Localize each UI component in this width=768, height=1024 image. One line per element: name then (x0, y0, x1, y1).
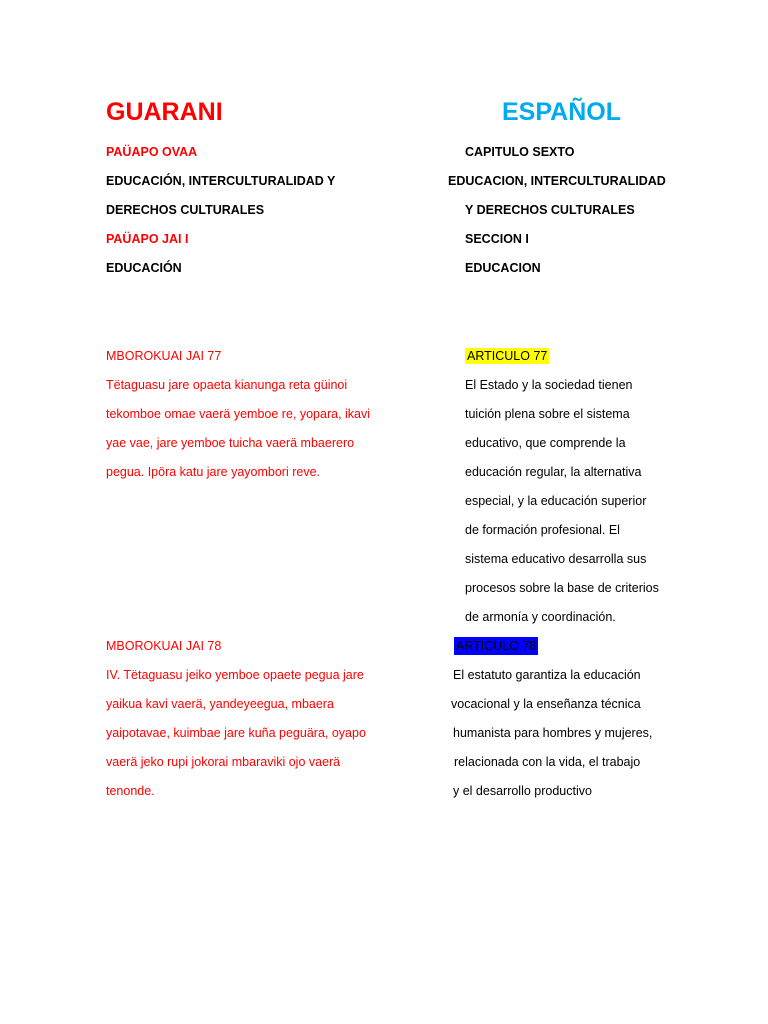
espanol-art78-line: El estatuto garantiza la educación (453, 668, 641, 682)
espanol-section-title: EDUCACION (465, 261, 541, 275)
guarani-art77-line: yae vae, jare yemboe tuicha vaerä mbaerero (106, 436, 355, 450)
espanol-art78-line: relacionada con la vida, el trabajo (454, 755, 641, 769)
espanol-art78-line: y el desarrollo productivo (453, 784, 592, 798)
guarani-art78-line: vaerä jeko rupi jokorai mbaraviki ojo vaerä (106, 755, 341, 769)
guarani-art78-title: MBOROKUAI JAI 78 (106, 639, 222, 653)
guarani-chapter: PAÜAPO OVAA (106, 145, 198, 159)
espanol-art77-line: educativo, que comprende la (465, 436, 626, 450)
guarani-heading: GUARANI (106, 98, 223, 126)
guarani-art78-line: tenonde. (106, 784, 155, 798)
espanol-title-line2: Y DERECHOS CULTURALES (465, 203, 635, 217)
espanol-art77-line: de armonía y coordinación. (465, 610, 616, 624)
guarani-title-line2: DERECHOS CULTURALES (106, 203, 265, 217)
espanol-art78-line: humanista para hombres y mujeres, (453, 726, 653, 740)
espanol-art77-title-text: ARTICULO 77 (467, 349, 548, 363)
espanol-section: SECCION I (465, 232, 529, 246)
guarani-art78-line: IV. Tëtaguasu jeiko yemboe opaete pegua jare (106, 668, 364, 682)
guarani-art78-line: yaikua kavi vaerä, yandeyeegua, mbaera (106, 697, 334, 711)
guarani-section: PAÜAPO JAI I (106, 232, 189, 246)
guarani-art77-title: MBOROKUAI JAI 77 (106, 349, 222, 363)
espanol-art78-title-text: ARTICULO 78 (456, 639, 537, 653)
guarani-title-line1: EDUCACIÓN, INTERCULTURALIDAD Y (106, 174, 336, 188)
espanol-art78-title (454, 638, 538, 654)
espanol-art78-line: vocacional y la enseñanza técnica (451, 697, 641, 711)
guarani-art77-line: pegua. Ipöra katu jare yayombori reve. (106, 465, 321, 479)
guarani-art77-line: tekomboe omae vaerä yemboe re, yopara, ikavi (106, 407, 371, 421)
espanol-art77-line: de formación profesional. El (465, 523, 620, 537)
espanol-art77-line: procesos sobre la base de criterios (465, 581, 659, 595)
espanol-art77-line: sistema educativo desarrolla sus (465, 552, 647, 566)
guarani-art78-line: yaipotavae, kuimbae jare kuña peguära, oyapo (106, 726, 366, 740)
espanol-art77-line: especial, y la educación superior (465, 494, 647, 508)
espanol-title-line1: EDUCACION, INTERCULTURALIDAD (448, 174, 666, 188)
espanol-chapter: CAPITULO SEXTO (465, 145, 575, 159)
espanol-art77-title (465, 348, 549, 364)
espanol-art77-line: El Estado y la sociedad tienen (465, 378, 633, 392)
guarani-art77-line: Tëtaguasu jare opaeta kianunga reta güinoi (106, 378, 348, 392)
espanol-heading: ESPAÑOL (502, 98, 621, 126)
espanol-art77-line: tuición plena sobre el sistema (465, 407, 630, 421)
guarani-section-title: EDUCACIÓN (106, 261, 182, 275)
espanol-art77-line: educación regular, la alternativa (465, 465, 642, 479)
